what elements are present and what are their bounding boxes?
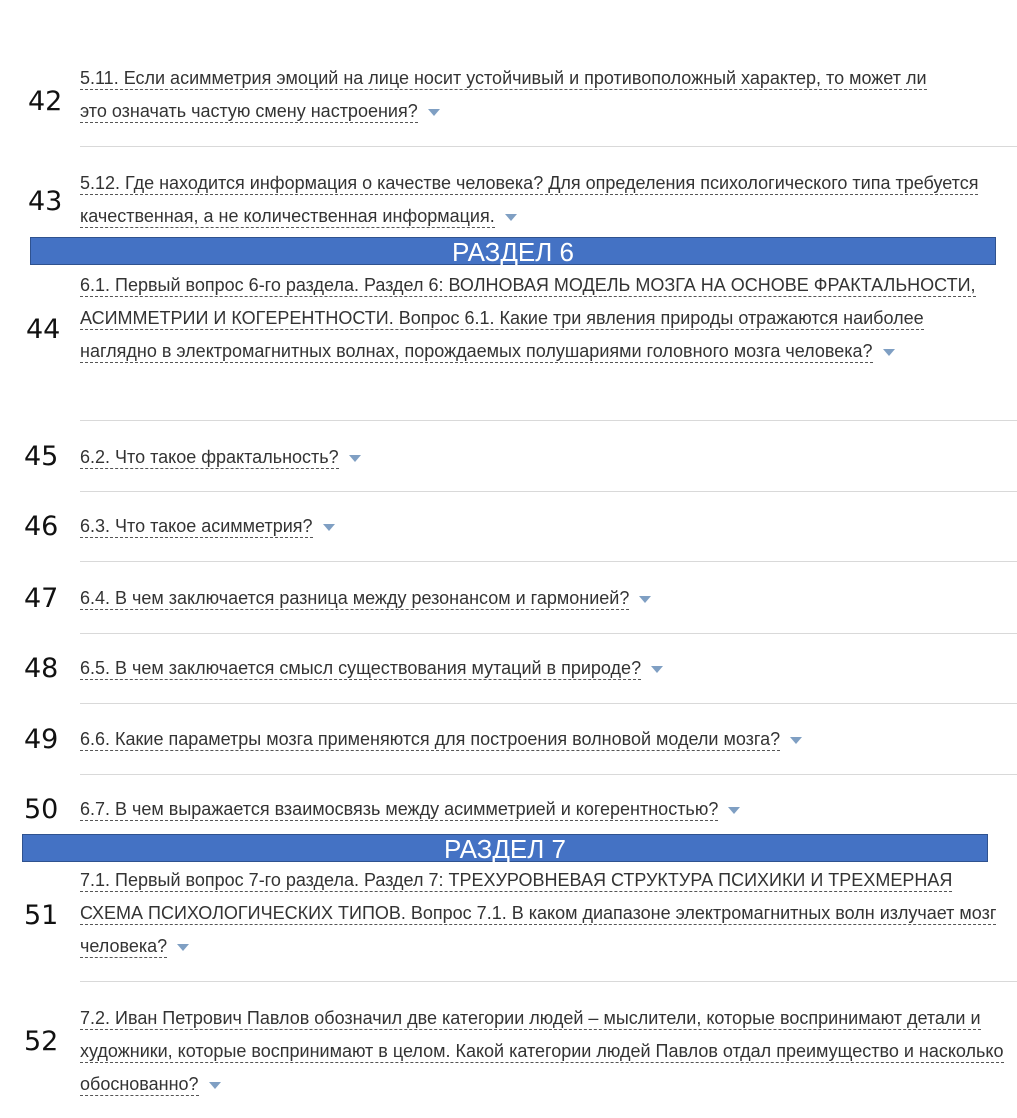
- chevron-down-icon[interactable]: [323, 524, 335, 531]
- question-number: 49: [24, 724, 59, 755]
- chevron-down-icon[interactable]: [349, 455, 361, 462]
- section-banner: РАЗДЕЛ 7: [22, 834, 988, 862]
- divider: [80, 633, 1017, 634]
- question-item[interactable]: [80, 510, 335, 543]
- question-item[interactable]: [80, 723, 802, 756]
- divider: [80, 146, 1017, 147]
- question-item[interactable]: [80, 582, 651, 615]
- question-item[interactable]: [80, 62, 930, 128]
- question-item[interactable]: [80, 864, 1005, 963]
- chevron-down-icon[interactable]: [209, 1082, 221, 1089]
- chevron-down-icon[interactable]: [177, 944, 189, 951]
- divider: [80, 981, 1017, 982]
- question-text[interactable]: 5.11. Если асимметрия эмоций на лице носит устойчивый и противоположный характер, то может ли это означать частую смену настроения?: [80, 68, 927, 121]
- question-text[interactable]: 6.5. В чем заключается смысл существования мутаций в природе?: [80, 658, 642, 678]
- divider: [80, 491, 1017, 492]
- divider: [80, 420, 1017, 421]
- question-number: 48: [24, 653, 59, 684]
- question-text[interactable]: 7.1. Первый вопрос 7-го раздела. Раздел 7: ТРЕХУРОВНЕВАЯ СТРУКТУРА ПСИХИКИ И ТРЕХМЕРНАЯ СХЕМА ПСИХОЛОГИЧЕСКИХ ТИПОВ. Вопрос 7.1. В каком диапазоне электромагнитных волн излучает мозг человека?: [80, 870, 997, 956]
- question-number: 45: [24, 441, 59, 472]
- question-number: 42: [28, 86, 63, 117]
- question-number: 44: [26, 314, 61, 345]
- question-number: 51: [24, 900, 59, 931]
- divider: [80, 703, 1017, 704]
- question-text[interactable]: 6.4. В чем заключается разница между резонансом и гармонией?: [80, 588, 630, 608]
- question-text[interactable]: 6.1. Первый вопрос 6-го раздела. Раздел 6: ВОЛНОВАЯ МОДЕЛЬ МОЗГА НА ОСНОВЕ ФРАКТАЛЬНОСТИ, АСИММЕТРИИ И КОГЕРЕНТНОСТИ. Вопрос 6.1. Какие три явления природы отражаются наиболее наглядно в электромагнитных волнах, порождаемых полушариями головного мозга человека?: [80, 275, 976, 361]
- question-number: 46: [24, 511, 59, 542]
- question-text[interactable]: 6.3. Что такое асимметрия?: [80, 516, 313, 536]
- chevron-down-icon[interactable]: [883, 349, 895, 356]
- question-text[interactable]: 6.2. Что такое фрактальность?: [80, 447, 339, 467]
- question-number: 43: [28, 186, 63, 217]
- question-text[interactable]: 5.12. Где находится информация о качестве человека? Для определения психологического типа требуется качественная, а не количественная информация.: [80, 173, 979, 226]
- question-item[interactable]: [80, 1002, 1005, 1101]
- question-text[interactable]: 6.6. Какие параметры мозга применяются для построения волновой модели мозга?: [80, 729, 781, 749]
- chevron-down-icon[interactable]: [639, 596, 651, 603]
- divider: [80, 774, 1017, 775]
- divider: [80, 561, 1017, 562]
- chevron-down-icon[interactable]: [728, 807, 740, 814]
- chevron-down-icon[interactable]: [790, 737, 802, 744]
- question-number: 47: [24, 583, 59, 614]
- section-banner: РАЗДЕЛ 6: [30, 237, 996, 265]
- chevron-down-icon[interactable]: [651, 666, 663, 673]
- question-number: 52: [24, 1026, 59, 1057]
- question-item[interactable]: [80, 793, 740, 826]
- question-item[interactable]: [80, 167, 1005, 233]
- question-item[interactable]: [80, 652, 663, 685]
- chevron-down-icon[interactable]: [428, 109, 440, 116]
- question-number: 50: [24, 794, 59, 825]
- question-text[interactable]: 7.2. Иван Петрович Павлов обозначил две категории людей – мыслители, которые воспринимают детали и художники, которые воспринимают в целом. Какой категории людей Павлов отдал преимущество и насколько обоснованно?: [80, 1008, 1004, 1094]
- question-item[interactable]: [80, 441, 361, 474]
- question-item[interactable]: [80, 269, 1000, 368]
- chevron-down-icon[interactable]: [505, 214, 517, 221]
- question-text[interactable]: 6.7. В чем выражается взаимосвязь между асимметрией и когерентностью?: [80, 799, 719, 819]
